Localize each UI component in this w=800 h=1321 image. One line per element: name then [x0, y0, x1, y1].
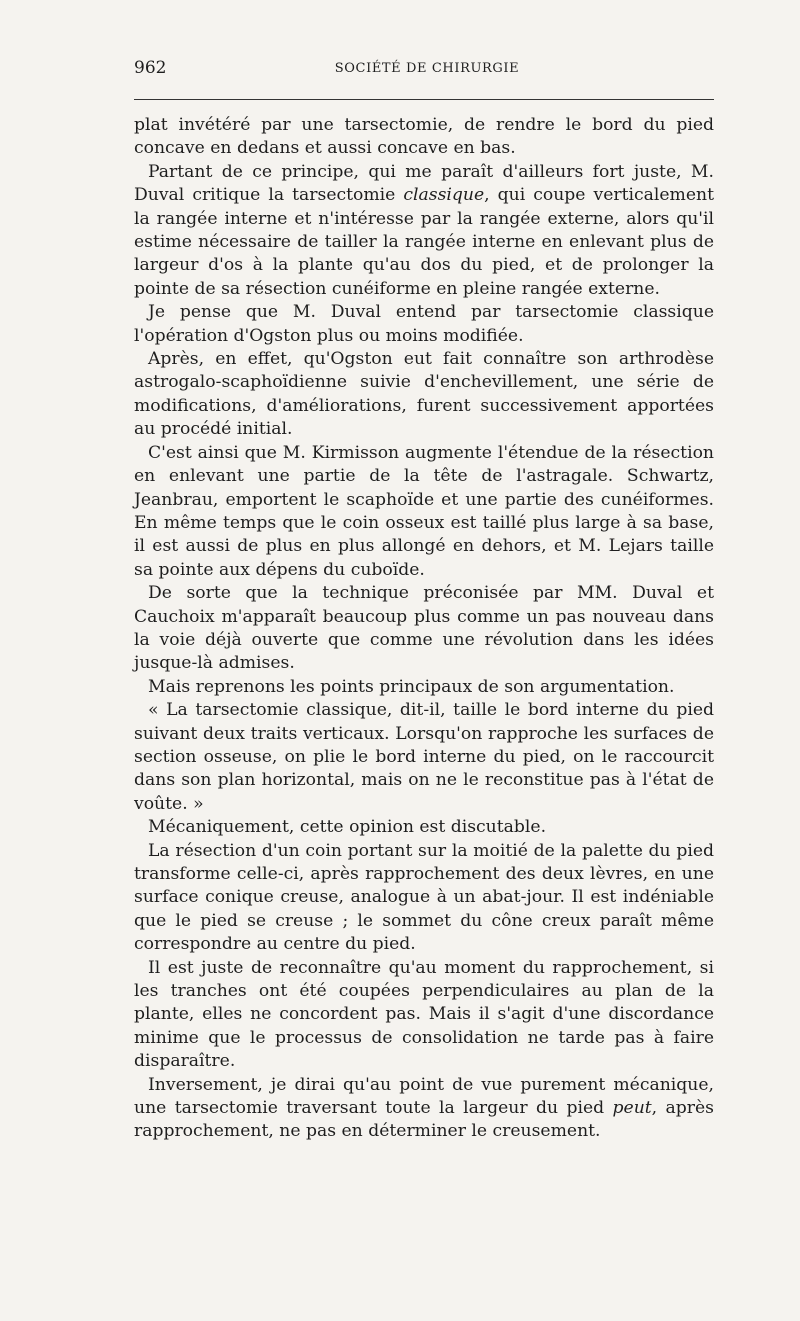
paragraph-text: Partant de ce principe, qui me paraît d'ailleurs fort juste, M. Duval critique la tarsectomie — [134, 161, 714, 206]
paragraph: La résection d'un coin portant sur la moitié de la palette du pied transforme celle-ci, après rapprochement des deux lèvres, en une surface conique creuse, analogue à un abat-jour. Il est indéniable que le pied se creuse ; le sommet du cône creux paraît même correspondre au centre du pied. — [134, 840, 714, 955]
paragraph — [134, 1074, 714, 1144]
page-number: 962 — [134, 58, 167, 78]
paragraph: plat invétéré par une tarsectomie, de rendre le bord du pied concave en dedans et aussi concave en bas. — [134, 115, 714, 159]
italic-term: peut — [612, 1098, 652, 1119]
page-header — [134, 58, 720, 88]
paragraph: « La tarsectomie classique, dit-il, taille le bord interne du pied suivant deux traits verticaux. Lorsqu'on rapproche les surfaces de section osseuse, on plie le bord interne du pied, on le raccourcit dans son plan horizontal, mais on ne le reconstitue pas à l'état de voûte. » — [134, 700, 714, 814]
paragraph: Mais reprenons les points principaux de son argumentation. — [148, 676, 675, 697]
header-rule — [134, 99, 714, 100]
paragraph-text: Inversement, je dirai qu'au point de vue purement mécanique, une tarsectomie traversant toute la largeur du pied — [134, 1074, 714, 1119]
running-title: SOCIÉTÉ DE CHIRURGIE — [334, 61, 520, 76]
italic-term: classique — [403, 185, 485, 206]
paragraph: De sorte que la technique préconisée par MM. Duval et Cauchoix m'apparaît beaucoup plus comme un pas nouveau dans la voie déjà ouverte que comme une révolution dans les idées jusque-là admises. — [134, 583, 714, 674]
paragraph: Mécaniquement, cette opinion est discutable. — [148, 817, 547, 838]
paragraph: Après, en effet, qu'Ogston eut fait connaître son arthrodèse astrogalo-scaphoïdienne suivie d'enchevillement, une série de modifications, d'améliorations, furent successivement apportées au procédé initial. — [134, 349, 714, 440]
paragraph: C'est ainsi que M. Kirmisson augmente l'étendue de la résection en enlevant une partie de la tête de l'astragale. Schwartz, Jeanbrau, emportent le scaphoïde et une partie des cunéiformes. En même temps que le coin osseux est taillé plus large à sa base, il est aussi de plus en plus allongé en dehors, et M. Lejars taille sa pointe aux dépens du cuboïde. — [134, 442, 714, 580]
paragraph — [134, 161, 714, 301]
paragraph: Je pense que M. Duval entend par tarsectomie classique l'opération d'Ogston plus ou moins modifiée. — [134, 302, 714, 346]
body-text — [134, 114, 714, 1144]
paragraph: Il est juste de reconnaître qu'au moment du rapprochement, si les tranches ont été coupées perpendiculaires au plan de la plante, elles ne concordent pas. Mais il s'agit d'une discordance minime que le processus de consolidation ne tarde pas à faire disparaître. — [134, 957, 714, 1072]
paragraph-text: , après rapprochement, ne pas en déterminer le creusement. — [134, 1098, 714, 1142]
paragraph-text: , qui coupe verticalement la rangée interne et n'intéresse par la rangée externe, alors qu'il estime nécessaire de tailler la rangée interne en enlevant plus de largeur d'os à la plante qu'au dos du pied, et de prolonger la pointe de sa résection cunéiforme en pleine rangée externe. — [134, 185, 714, 299]
